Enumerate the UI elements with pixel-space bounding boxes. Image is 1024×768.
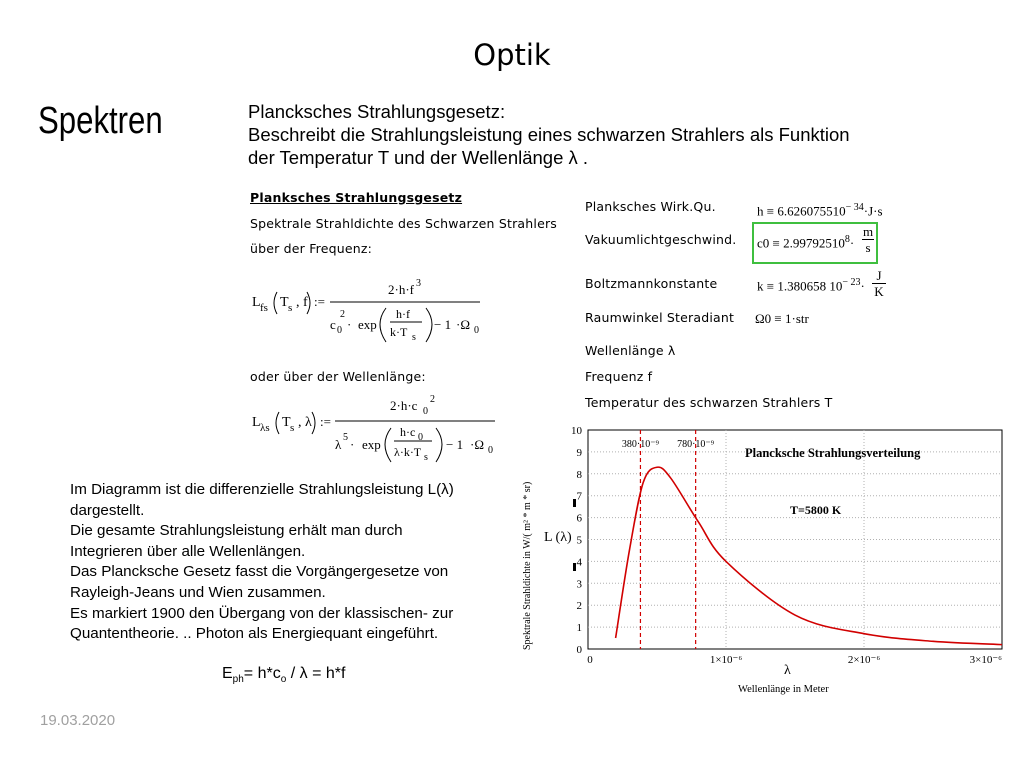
chart-y-tick-label: 7 [576, 490, 582, 503]
chart-y-tick-label: 5 [576, 534, 582, 547]
constant-h-exp: − 34 [845, 202, 864, 213]
svg-text::=: := [320, 414, 331, 429]
chart-annotation: T=5800 K [790, 503, 842, 517]
chart-y-symbol: L (λ) [544, 530, 572, 545]
constant-c0-unit [862, 224, 874, 255]
svg-text:T: T [280, 295, 289, 310]
svg-text:λ·k·T: λ·k·T [394, 445, 422, 459]
svg-text:exp: exp [362, 437, 381, 452]
svg-text:s: s [288, 302, 293, 314]
svg-text:k·T: k·T [390, 325, 408, 339]
intro-line: Beschreibt die Strahlungsleistung eines schwarzen Strahlers als Funktion [248, 124, 850, 145]
description-line: Die gesamte Strahlungsleistung erhält man durch [70, 522, 403, 540]
mathcad-line: über der Frequenz: [250, 241, 373, 256]
svg-text:s: s [290, 422, 295, 434]
constant-c0-value: c0 ≡ 2.99792510 [757, 235, 845, 251]
svg-text::=: := [314, 294, 325, 309]
svg-text:fs: fs [260, 302, 268, 314]
constant-h-value: h ≡ 6.626075510 [757, 203, 846, 219]
chart-y-tick-label: 2 [576, 600, 582, 613]
constant-k-unit [872, 268, 886, 299]
description-line: Im Diagramm ist die differenzielle Strahlungsleistung L(λ) [70, 481, 454, 498]
chart-x-tick-label: 1×10⁻⁶ [709, 654, 743, 666]
svg-text:5: 5 [343, 432, 348, 443]
constant-k-formula: k ≡ 1.380658 $10^{- 23}\cdot$ [757, 277, 865, 294]
svg-text:s: s [424, 452, 428, 463]
svg-text:·: · [350, 437, 355, 452]
eph-middle: = h*c [243, 665, 281, 682]
planck-formula-frequency [250, 272, 490, 354]
chart-marker-label: 380·10⁻⁹ [621, 439, 659, 450]
mathcad-heading: Planksches Strahlungsgesetz [250, 190, 463, 205]
chart-ylabel: Spektrale Strahldichte in W/( m² * m * sr) [522, 481, 533, 650]
constant-h-unit: ·J·s [863, 203, 883, 219]
planck-formula-wavelength [250, 392, 500, 474]
svg-text:− 1: − 1 [434, 317, 452, 332]
variable-label: Frequenz f [585, 369, 653, 384]
unit-denominator: s [862, 239, 874, 255]
svg-text:s: s [412, 332, 416, 343]
section-title: Spektren [38, 100, 163, 142]
svg-text:0: 0 [418, 432, 423, 443]
description-line: Integrieren über alle Wellenlängen. [70, 542, 306, 560]
constant-label: Planksches Wirk.Qu. [585, 199, 716, 214]
svg-text:− 1: − 1 [446, 437, 464, 452]
chart-x-tick-label: 0 [587, 654, 593, 666]
svg-text:·Ω: ·Ω [470, 437, 484, 452]
description-text [70, 480, 510, 645]
svg-text:2: 2 [430, 394, 435, 405]
svg-text:2: 2 [340, 309, 345, 320]
intro-text [248, 100, 850, 169]
chart-y-tick-label: 10 [571, 425, 582, 437]
svg-text:T: T [282, 415, 291, 430]
svg-text:λ: λ [335, 437, 342, 452]
chart-y-tick-label: 4 [576, 556, 582, 569]
variable-label: Wellenlänge λ [585, 343, 676, 358]
slide-title: Optik [473, 38, 551, 72]
eph-subscript-c0: o [280, 674, 287, 686]
chart-xlabel: Wellenlänge in Meter [738, 684, 829, 695]
intro-line: Plancksches Strahlungsgesetz: [248, 101, 506, 122]
svg-text:2·h·f: 2·h·f [388, 282, 414, 297]
svg-text:, λ: , λ [298, 415, 312, 430]
planck-chart [510, 420, 1010, 700]
chart-x-tick-label: 3×10⁻⁶ [969, 654, 1002, 666]
svg-text:L: L [252, 415, 261, 430]
unit-numerator: m [862, 224, 874, 239]
chart-x-symbol: λ [784, 663, 791, 678]
description-line: Es markiert 1900 den Übergang von der klassischen- zur [70, 604, 454, 622]
svg-text:, f: , f [296, 295, 308, 310]
chart-y-tick-label: 9 [576, 446, 582, 459]
description-line: Quantentheorie. .. Photon als Energiequant eingeführt. [70, 625, 439, 643]
description-line: Rayleigh-Jeans und Wien zusammen. [70, 583, 326, 601]
svg-text:0: 0 [488, 445, 493, 456]
eph-end: / λ = h*f [290, 665, 346, 682]
svg-text:h·f: h·f [396, 307, 410, 321]
constant-omega-formula: Ω0 ≡ 1·str [755, 311, 809, 326]
svg-text:0: 0 [474, 325, 479, 336]
chart-y-tick-label: 0 [576, 644, 582, 656]
chart-y-tick-label: 3 [576, 578, 582, 591]
svg-text:·Ω: ·Ω [456, 317, 470, 332]
constant-label: Boltzmannkonstante [585, 276, 718, 291]
svg-text:0: 0 [423, 406, 428, 417]
svg-text:exp: exp [358, 317, 377, 332]
chart-marker-label: 780·10⁻⁹ [677, 439, 715, 450]
mathcad-line: Spektrale Strahldichte des Schwarzen Strahlers [250, 216, 558, 231]
description-line: Das Plancksche Gesetz fasst die Vorgängergesetze von [70, 563, 449, 581]
constant-h-formula [757, 202, 883, 219]
svg-text:3: 3 [416, 278, 421, 289]
svg-text:c: c [330, 317, 336, 332]
eph-symbol: E [222, 665, 233, 682]
svg-text:h·c: h·c [400, 425, 416, 439]
description-line: dargestellt. [70, 501, 145, 519]
constant-c0-formula: $c0 \equiv 2.99792510^8\cdot$ [757, 234, 855, 251]
constant-k-value: k ≡ 1.380658 10 [757, 278, 843, 294]
variable-label: Temperatur des schwarzen Strahlers T [585, 395, 833, 410]
eph-subscript: ph [232, 674, 244, 686]
unit-numerator: J [876, 268, 882, 283]
chart-y-tick-label: 1 [576, 622, 582, 635]
intro-line: der Temperatur T und der Wellenlänge λ . [248, 147, 589, 168]
chart-y-tick-label: 8 [576, 468, 582, 481]
svg-text:λs: λs [260, 422, 270, 434]
constant-c0-exp: 8 [844, 234, 850, 245]
photon-energy-formula [222, 665, 345, 685]
chart-y-tick-label: 6 [576, 512, 582, 525]
chart-title: Plancksche Strahlungsverteilung [745, 446, 921, 460]
svg-text:·: · [347, 317, 352, 332]
chart-x-tick-label: 2×10⁻⁶ [847, 654, 881, 666]
svg-text:2·h·c: 2·h·c [390, 398, 418, 413]
svg-text:0: 0 [337, 325, 342, 336]
mathcad-line: oder über der Wellenlänge: [250, 369, 426, 384]
svg-text:L: L [252, 295, 261, 310]
constant-label: Vakuumlichtgeschwind. [585, 232, 737, 247]
slide-date: 19.03.2020 [40, 712, 116, 729]
unit-denominator: K [872, 283, 886, 299]
constant-label: Raumwinkel Steradiant [585, 310, 735, 325]
constant-k-exp: − 23 [842, 277, 861, 288]
